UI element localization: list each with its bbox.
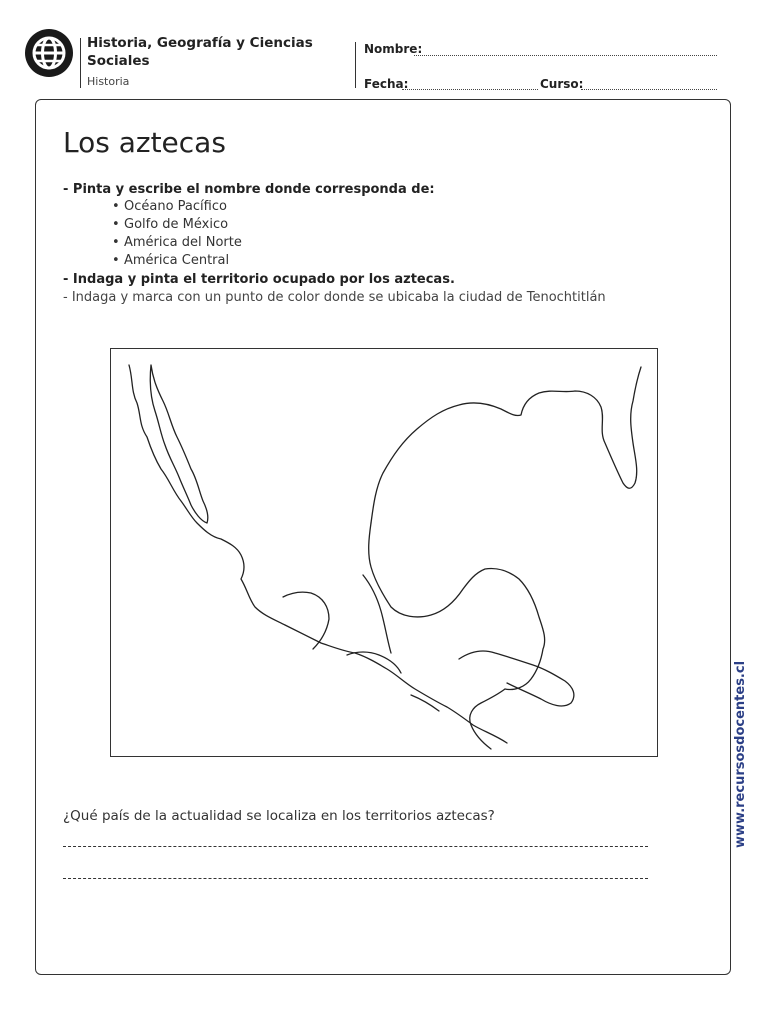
page-title: Los aztecas: [63, 126, 226, 159]
instruction-territory: - Indaga y pinta el territorio ocupado por los aztecas.: [63, 272, 455, 287]
list-item-label: América Central: [124, 253, 230, 268]
map-frame[interactable]: [110, 348, 658, 757]
list-item-label: Océano Pacífico: [124, 199, 227, 214]
header-divider: [80, 38, 81, 88]
subject-subtitle: Historia: [87, 75, 130, 88]
answer-line[interactable]: [63, 878, 648, 879]
question-text: ¿Qué país de la actualidad se localiza en los territorios aztecas?: [63, 808, 495, 824]
mexico-outline-map-icon: [111, 349, 656, 755]
course-field[interactable]: [581, 89, 717, 90]
subject-title: Historia, Geografía y Ciencias Sociales: [87, 35, 313, 69]
list-item: • América del Norte: [112, 235, 242, 250]
name-label: Nombre:: [364, 42, 423, 56]
answer-line[interactable]: [63, 846, 648, 847]
course-label: Curso:: [540, 77, 584, 91]
header-divider-right: [355, 42, 356, 88]
date-field[interactable]: [402, 89, 538, 90]
list-item: • América Central: [112, 253, 230, 268]
list-item-label: Golfo de México: [124, 217, 229, 232]
list-item: • Golfo de México: [112, 217, 229, 232]
list-item: • Océano Pacífico: [112, 199, 227, 214]
list-item-label: América del Norte: [124, 235, 242, 250]
date-label: Fecha:: [364, 77, 409, 91]
instruction-paint-write: - Pinta y escribe el nombre donde corresponda de:: [63, 182, 435, 197]
name-field[interactable]: [414, 55, 717, 56]
instruction-tenochtitlan: - Indaga y marca con un punto de color donde se ubicaba la ciudad de Tenochtitlán: [63, 290, 606, 305]
website-link[interactable]: www.recursosdocentes.cl: [733, 660, 748, 848]
globe-logo-icon: [24, 28, 74, 78]
